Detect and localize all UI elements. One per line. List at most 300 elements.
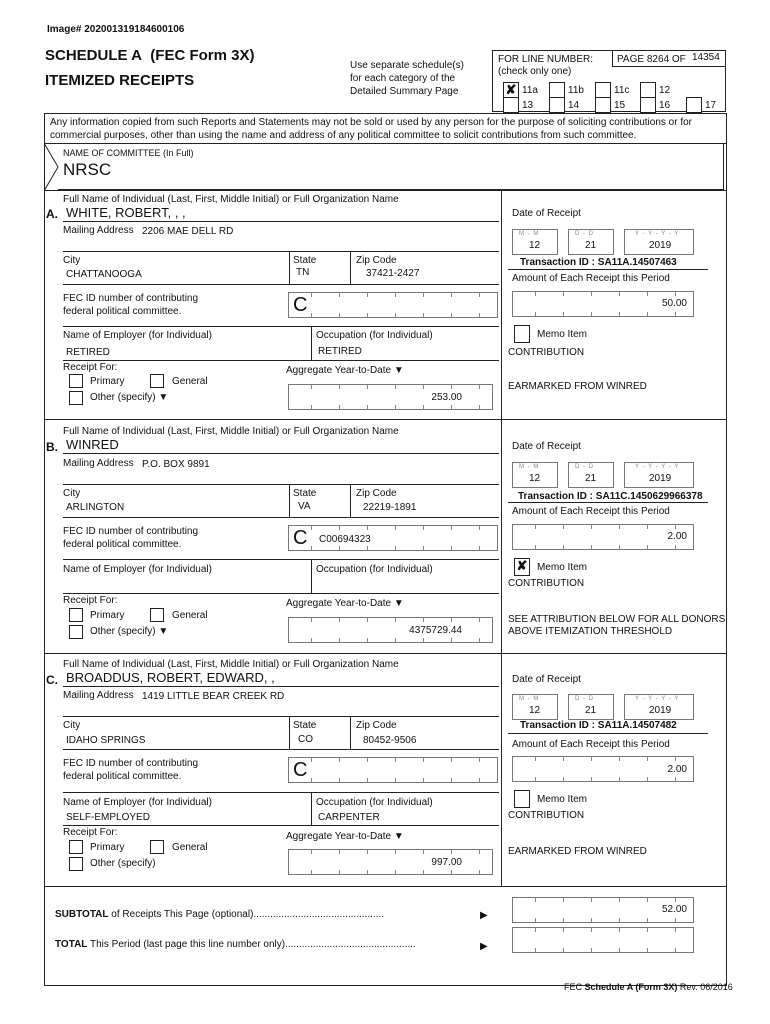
field-tick: [367, 313, 368, 317]
year-value: 2019: [649, 473, 672, 484]
day-field[interactable]: [568, 462, 614, 488]
occupation-label: Occupation (for Individual): [316, 564, 433, 575]
field-tick: [675, 525, 676, 529]
other-label: [90, 392, 168, 403]
zip-value: 22219-1891: [363, 502, 417, 513]
schedule-title: [45, 47, 254, 64]
page-label: PAGE 8264 OF: [617, 54, 686, 65]
day-value: 21: [585, 240, 597, 251]
field-tick: [647, 948, 648, 952]
field-tick: [395, 526, 396, 530]
subtotal-arrow-icon: ▶: [480, 910, 488, 921]
field-tick: [311, 850, 312, 854]
year-field[interactable]: [624, 694, 694, 720]
date-label: Date of Receipt: [512, 674, 581, 685]
mailing-address: 1419 LITTLE BEAR CREEK RD: [142, 691, 285, 702]
field-tick: [367, 850, 368, 854]
field-tick: [479, 313, 480, 317]
field-tick: [563, 525, 564, 529]
field-tick: [591, 948, 592, 952]
field-tick: [451, 526, 452, 530]
field-tick: [311, 638, 312, 642]
field-tick: [339, 405, 340, 409]
field-tick: [563, 918, 564, 922]
field-tick: [367, 526, 368, 530]
other-checkbox[interactable]: [69, 625, 83, 639]
other-checkbox[interactable]: [69, 391, 83, 405]
fec-id-label: [63, 525, 198, 551]
field-tick: [423, 526, 424, 530]
field-tick: [479, 758, 480, 762]
receipt-for-label: Receipt For:: [63, 827, 118, 838]
general-checkbox[interactable]: [150, 608, 164, 622]
field-tick: [423, 313, 424, 317]
line-12-checkbox[interactable]: [640, 82, 656, 98]
line-code: 16: [659, 100, 671, 111]
memo-checkbox[interactable]: [514, 790, 530, 808]
field-tick: [367, 546, 368, 550]
field-tick: [647, 545, 648, 549]
amount-value: 2.00: [667, 764, 687, 775]
fec-id-label-line: federal political committee.: [63, 539, 182, 550]
fec-id-label-line: FEC ID number of contributing: [63, 526, 199, 537]
field-tick: [619, 312, 620, 316]
aggregate-value: 4375729.44: [409, 625, 462, 636]
zip-label: Zip Code: [356, 720, 397, 731]
line-15-checkbox[interactable]: [595, 97, 611, 113]
receipt-for-label: Receipt For:: [63, 595, 118, 606]
field-tick: [367, 293, 368, 297]
entry-letter: C.: [46, 673, 58, 687]
full-name-label: Full Name of Individual (Last, First, Middle Initial) or Full Organization Name: [63, 194, 399, 205]
day-value: 21: [585, 705, 597, 716]
aggregate-label: [286, 598, 404, 609]
field-tick: [423, 293, 424, 297]
instruction-line: Use separate schedule(s): [350, 60, 464, 71]
year-field[interactable]: [624, 462, 694, 488]
zip-label: Zip Code: [356, 255, 397, 266]
field-tick: [339, 313, 340, 317]
field-tick: [451, 385, 452, 389]
field-tick: [451, 618, 452, 622]
field-tick: [591, 292, 592, 296]
fec-c-prefix: C: [293, 759, 308, 781]
month-value: 12: [529, 240, 541, 251]
month-field[interactable]: [512, 462, 558, 488]
line-17-checkbox[interactable]: [686, 97, 702, 113]
month-value: 12: [529, 705, 541, 716]
field-tick: [423, 758, 424, 762]
mailing-address: P.O. BOX 9891: [142, 459, 210, 470]
line-code: 15: [614, 100, 626, 111]
field-tick: [451, 546, 452, 550]
field-tick: [423, 618, 424, 622]
mailing-label: Mailing Address: [63, 225, 134, 236]
other-label: Other (specify): [90, 858, 156, 869]
field-tick: [395, 758, 396, 762]
amount-label: Amount of Each Receipt this Period: [512, 506, 670, 517]
field-tick: [675, 292, 676, 296]
city-label: City: [63, 720, 81, 731]
general-label: General: [172, 842, 208, 853]
fec-c-prefix: C: [293, 527, 308, 549]
state-label: State: [293, 488, 317, 499]
field-tick: [647, 928, 648, 932]
field-tick: [563, 777, 564, 781]
zip-value: 80452-9506: [363, 735, 417, 746]
amount-field[interactable]: [512, 756, 694, 782]
aggregate-label: [286, 831, 404, 842]
form-footer: [564, 982, 733, 992]
field-tick: [339, 850, 340, 854]
field-tick: [591, 918, 592, 922]
total-text: This Period (last page this line number only)...............................................: [87, 939, 416, 950]
image-id: Image# 202001319184600106: [47, 24, 185, 35]
primary-label: Primary: [90, 842, 125, 853]
dropdown-arrow-icon: ▼: [158, 392, 169, 403]
aggregate-value: 253.00: [431, 392, 462, 403]
field-tick: [479, 778, 480, 782]
field-tick: [647, 312, 648, 316]
zip-label: Zip Code: [356, 488, 397, 499]
field-tick: [311, 405, 312, 409]
field-tick: [367, 870, 368, 874]
field-tick: [339, 778, 340, 782]
field-tick: [367, 778, 368, 782]
field-tick: [535, 928, 536, 932]
field-tick: [591, 525, 592, 529]
occupation-value: RETIRED: [318, 346, 362, 357]
month-value: 12: [529, 473, 541, 484]
primary-label: Primary: [90, 610, 125, 621]
state-value: CO: [298, 734, 313, 745]
field-tick: [591, 757, 592, 761]
field-tick: [339, 618, 340, 622]
transaction-id: Transaction ID : SA11C.1450629966378: [518, 491, 703, 502]
field-tick: [395, 778, 396, 782]
separate-schedule-note: [350, 59, 464, 98]
fec-id-field[interactable]: [288, 292, 498, 318]
amount-value: 50.00: [661, 298, 687, 309]
committee-bracket-icon: [44, 143, 60, 191]
field-tick: [311, 546, 312, 550]
occupation-value: CARPENTER: [318, 812, 380, 823]
line-code: 11b: [568, 85, 584, 96]
field-tick: [339, 638, 340, 642]
subtotal-label: [55, 909, 384, 920]
day-value: 21: [585, 473, 597, 484]
state-value: VA: [298, 501, 311, 512]
field-tick: [339, 546, 340, 550]
subtotal-value: 52.00: [661, 904, 687, 915]
memo-text: EARMARKED FROM WINRED: [508, 846, 647, 857]
memo-checkbox[interactable]: [514, 325, 530, 343]
line-code: 14: [568, 100, 580, 111]
field-tick: [451, 638, 452, 642]
field-tick: [535, 898, 536, 902]
receipt-for-label: Receipt For:: [63, 362, 118, 373]
field-tick: [535, 292, 536, 296]
field-tick: [591, 545, 592, 549]
field-tick: [311, 758, 312, 762]
field-tick: [311, 293, 312, 297]
field-tick: [311, 778, 312, 782]
field-tick: [535, 777, 536, 781]
footer-prefix: FEC: [564, 982, 585, 992]
field-tick: [535, 948, 536, 952]
field-tick: [619, 757, 620, 761]
line-13-checkbox[interactable]: [503, 97, 519, 113]
employer-value: RETIRED: [66, 347, 110, 358]
field-tick: [619, 777, 620, 781]
line-16-checkbox[interactable]: [640, 97, 656, 113]
itemized-receipts-title: ITEMIZED RECEIPTS: [45, 72, 195, 89]
line-11b-checkbox[interactable]: [549, 82, 565, 98]
field-tick: [311, 385, 312, 389]
field-tick: [339, 385, 340, 389]
month-field[interactable]: [512, 229, 558, 255]
field-tick: [339, 758, 340, 762]
field-tick: [367, 758, 368, 762]
field-tick: [395, 638, 396, 642]
city-value: IDAHO SPRINGS: [66, 735, 146, 746]
field-tick: [563, 545, 564, 549]
transaction-id: Transaction ID : SA11A.14507463: [520, 257, 677, 268]
field-tick: [647, 757, 648, 761]
field-tick: [451, 870, 452, 874]
line-code: 17: [705, 100, 717, 111]
footer-form-name: Schedule A (Form 3X): [584, 982, 678, 992]
memo-text: ABOVE ITEMIZATION THRESHOLD: [508, 626, 673, 637]
field-tick: [423, 778, 424, 782]
field-tick: [479, 638, 480, 642]
amount-field[interactable]: [512, 524, 694, 550]
for-line-label: FOR LINE NUMBER:: [498, 54, 594, 65]
instruction-line: Detailed Summary Page: [350, 86, 459, 97]
primary-checkbox[interactable]: [69, 608, 83, 622]
year-value: 2019: [649, 705, 672, 716]
fec-id-field[interactable]: [288, 757, 498, 783]
contributor-name: BROADDUS, ROBERT, EDWARD, ,: [66, 670, 275, 685]
other-label: [90, 626, 168, 637]
field-tick: [479, 618, 480, 622]
aggregate-text: Aggregate Year-to-Date: [286, 831, 392, 842]
field-tick: [563, 757, 564, 761]
fec-id-label: [63, 757, 198, 783]
year-hint: Y - Y - Y - Y: [635, 231, 680, 237]
field-tick: [395, 618, 396, 622]
field-tick: [675, 928, 676, 932]
contribution-label: CONTRIBUTION: [508, 347, 585, 358]
memo-text: EARMARKED FROM WINRED: [508, 381, 647, 392]
fec-id-label-line: federal political committee.: [63, 771, 182, 782]
total-label: [55, 939, 416, 950]
occupation-label: Occupation (for Individual): [316, 797, 433, 808]
field-tick: [563, 898, 564, 902]
instruction-line: for each category of the: [350, 73, 456, 84]
field-tick: [339, 870, 340, 874]
year-value: 2019: [649, 240, 672, 251]
field-tick: [535, 312, 536, 316]
occupation-label: Occupation (for Individual): [316, 330, 433, 341]
field-tick: [311, 870, 312, 874]
memo-checkbox[interactable]: ✘: [514, 558, 530, 576]
aggregate-field[interactable]: [288, 384, 493, 410]
employer-value: SELF-EMPLOYED: [66, 812, 150, 823]
fec-id-field[interactable]: [288, 525, 498, 551]
transaction-id: Transaction ID : SA11A.14507482: [520, 720, 677, 731]
entry-letter: A.: [46, 207, 58, 221]
city-label: City: [63, 488, 81, 499]
field-tick: [563, 948, 564, 952]
aggregate-text: Aggregate Year-to-Date: [286, 598, 392, 609]
field-tick: [591, 312, 592, 316]
state-label: State: [293, 720, 317, 731]
general-checkbox[interactable]: [150, 840, 164, 854]
aggregate-label: [286, 365, 404, 376]
general-label: General: [172, 610, 208, 621]
memo-label: Memo Item: [537, 794, 588, 805]
amount-label: Amount of Each Receipt this Period: [512, 739, 670, 750]
field-tick: [311, 526, 312, 530]
field-tick: [675, 312, 676, 316]
state-value: TN: [296, 267, 310, 278]
fec-id-label-line: FEC ID number of contributing: [63, 293, 199, 304]
total-bold: TOTAL: [55, 939, 88, 950]
month-hint: M - M: [519, 231, 540, 237]
month-hint: M - M: [519, 464, 540, 470]
field-tick: [395, 546, 396, 550]
field-tick: [479, 546, 480, 550]
field-tick: [367, 618, 368, 622]
entry-letter: B.: [46, 440, 58, 454]
field-tick: [395, 850, 396, 854]
subtotal-field[interactable]: [512, 897, 694, 923]
contributor-name: WINRED: [66, 437, 119, 452]
other-text: Other (specify): [90, 392, 156, 403]
field-tick: [535, 757, 536, 761]
line-code: 11c: [614, 85, 630, 96]
field-tick: [535, 918, 536, 922]
field-tick: [563, 312, 564, 316]
fec-id-value: C00694323: [319, 534, 371, 545]
month-hint: M - M: [519, 696, 540, 702]
amount-field[interactable]: [512, 291, 694, 317]
field-tick: [647, 525, 648, 529]
field-tick: [451, 850, 452, 854]
line-14-checkbox[interactable]: [549, 97, 565, 113]
field-tick: [675, 918, 676, 922]
year-hint: Y - Y - Y - Y: [635, 464, 680, 470]
primary-checkbox[interactable]: [69, 374, 83, 388]
line-11a-checkbox[interactable]: ✘: [503, 82, 519, 98]
subtotal-text: of Receipts This Page (optional)...............................................: [108, 909, 384, 920]
field-tick: [619, 918, 620, 922]
field-tick: [311, 313, 312, 317]
line-11c-checkbox[interactable]: [595, 82, 611, 98]
field-tick: [367, 638, 368, 642]
field-tick: [647, 777, 648, 781]
primary-label: Primary: [90, 376, 125, 387]
city-value: CHATTANOOGA: [66, 269, 142, 280]
field-tick: [619, 292, 620, 296]
city-value: ARLINGTON: [66, 502, 125, 513]
day-field[interactable]: [568, 229, 614, 255]
field-tick: [451, 405, 452, 409]
field-tick: [395, 293, 396, 297]
date-label: Date of Receipt: [512, 208, 581, 219]
field-tick: [479, 405, 480, 409]
field-tick: [339, 526, 340, 530]
field-tick: [423, 638, 424, 642]
field-tick: [619, 928, 620, 932]
total-field[interactable]: [512, 927, 694, 953]
amount-value: 2.00: [667, 531, 687, 542]
field-tick: [591, 898, 592, 902]
primary-checkbox[interactable]: [69, 840, 83, 854]
disclaimer: Any information copied from such Reports and Statements may not be sold or used by any person for the purpose of soliciting contributions or for commercial purposes, other than using the name and address of any political committee to solicit contributions from such committee.: [50, 117, 693, 141]
field-tick: [619, 898, 620, 902]
day-hint: D - D: [575, 464, 594, 470]
day-hint: D - D: [575, 231, 594, 237]
employer-label: Name of Employer (for Individual): [63, 330, 212, 341]
field-tick: [479, 293, 480, 297]
field-tick: [395, 385, 396, 389]
day-field[interactable]: [568, 694, 614, 720]
field-tick: [647, 292, 648, 296]
field-tick: [423, 546, 424, 550]
other-text: Other (specify): [90, 626, 156, 637]
page-total: 14354: [692, 52, 720, 63]
contributor-name: WHITE, ROBERT, , ,: [66, 205, 186, 220]
field-tick: [675, 545, 676, 549]
memo-label: Memo Item: [537, 329, 588, 340]
field-tick: [619, 545, 620, 549]
general-label: General: [172, 376, 208, 387]
memo-label: Memo Item: [537, 562, 588, 573]
field-tick: [647, 918, 648, 922]
field-tick: [675, 777, 676, 781]
other-checkbox[interactable]: [69, 857, 83, 871]
committee-label: NAME OF COMMITTEE (In Full): [63, 148, 194, 158]
field-tick: [591, 777, 592, 781]
line-code: 12: [659, 85, 671, 96]
general-checkbox[interactable]: [150, 374, 164, 388]
total-arrow-icon: ▶: [480, 941, 488, 952]
fec-id-label: [63, 292, 198, 318]
state-label: State: [293, 255, 317, 266]
employer-label: Name of Employer (for Individual): [63, 797, 212, 808]
aggregate-field[interactable]: [288, 849, 493, 875]
field-tick: [675, 757, 676, 761]
contribution-label: CONTRIBUTION: [508, 578, 585, 589]
field-tick: [535, 525, 536, 529]
year-field[interactable]: [624, 229, 694, 255]
aggregate-field[interactable]: [288, 617, 493, 643]
field-tick: [451, 293, 452, 297]
subtotal-bold: SUBTOTAL: [55, 909, 109, 920]
field-tick: [423, 405, 424, 409]
fec-c-prefix: C: [293, 294, 308, 316]
field-tick: [647, 898, 648, 902]
month-field[interactable]: [512, 694, 558, 720]
field-tick: [479, 870, 480, 874]
field-tick: [479, 850, 480, 854]
field-tick: [563, 928, 564, 932]
field-tick: [675, 948, 676, 952]
field-tick: [423, 850, 424, 854]
aggregate-text: Aggregate Year-to-Date: [286, 365, 392, 376]
